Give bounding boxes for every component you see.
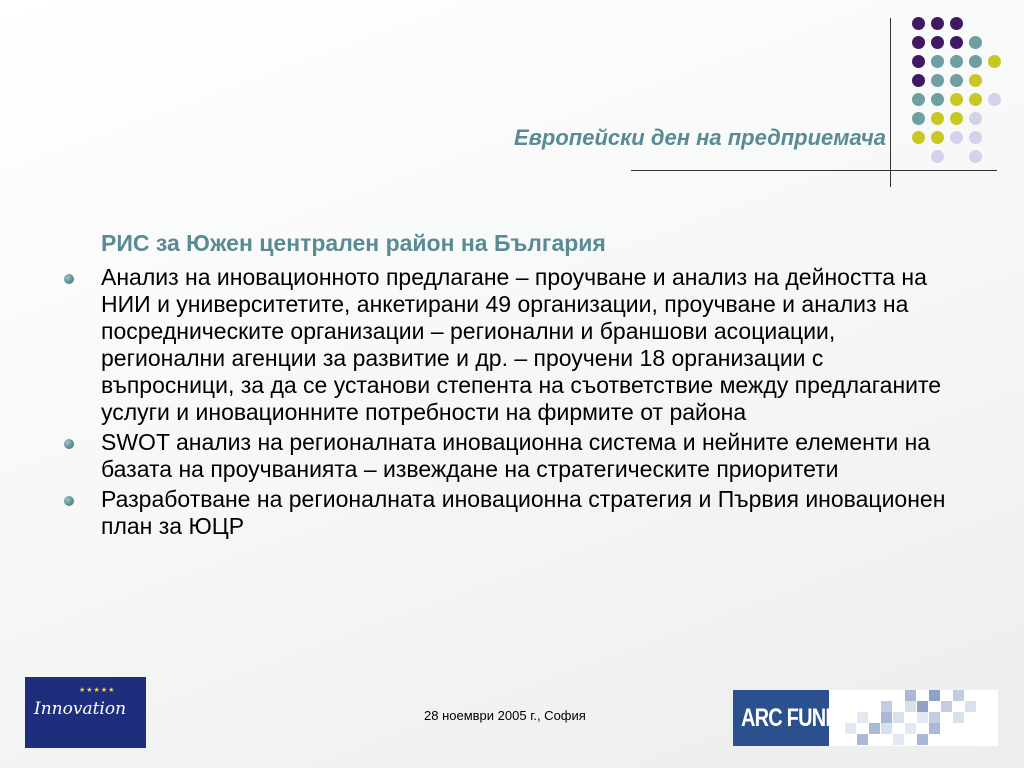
decorative-dot: [988, 93, 1001, 106]
bullet-text: Анализ на иновационното предлагане – проучване и анализ на дейността на НИИ и университетите, анкетирани 49 организации, проучване и анализ на посредническите организации – регионални и браншови асоциации, регионални агенции за развитие и др. – проучени 18 организации с въпросници, за да се установи степента на съответствие между предлаганите услуги и иновационните потребности на фирмите от района: [101, 264, 942, 425]
pattern-square: [941, 701, 952, 712]
decorative-dot: [931, 93, 944, 106]
pattern-square: [893, 734, 904, 745]
pattern-square: [905, 701, 916, 712]
pattern-square: [845, 723, 856, 734]
decorative-dot: [969, 131, 982, 144]
pattern-square: [857, 734, 868, 745]
bullet-item: [101, 486, 961, 540]
decorative-dot-grid: [900, 10, 1000, 170]
decorative-dot: [931, 36, 944, 49]
decorative-dot: [969, 112, 982, 125]
pattern-square: [869, 723, 880, 734]
decorative-dot: [912, 93, 925, 106]
pattern-square: [917, 712, 928, 723]
vertical-divider-line: [890, 18, 891, 187]
decorative-dot: [969, 150, 982, 163]
pattern-square: [929, 712, 940, 723]
decorative-dot: [912, 74, 925, 87]
bullet-item: [101, 264, 961, 426]
decorative-dot: [969, 55, 982, 68]
decorative-dot: [931, 55, 944, 68]
slide-subtitle: РИС за Южен централен район на България: [101, 230, 606, 256]
decorative-dot: [969, 74, 982, 87]
decorative-dot: [912, 55, 925, 68]
pattern-square: [893, 712, 904, 723]
bullet-item: [101, 429, 961, 483]
pattern-square: [917, 734, 928, 745]
pattern-square: [953, 712, 964, 723]
decorative-dot: [950, 17, 963, 30]
pattern-square: [953, 690, 964, 701]
decorative-dot: [931, 112, 944, 125]
decorative-dot: [950, 112, 963, 125]
horizontal-divider-line: [631, 170, 997, 171]
decorative-dot: [950, 93, 963, 106]
bullet-text: SWOT анализ на регионалната иновационна система и нейните елементи на базата на проучванията – извеждане на стратегическите приоритети: [101, 429, 931, 482]
decorative-dot: [969, 93, 982, 106]
decorative-dot: [912, 17, 925, 30]
bullet-list: [101, 264, 961, 543]
decorative-dot: [988, 55, 1001, 68]
pattern-square: [929, 690, 940, 701]
innovation-logo-text: Innovation: [34, 699, 127, 719]
decorative-dot: [950, 74, 963, 87]
pattern-square: [905, 690, 916, 701]
innovation-logo: [25, 677, 146, 748]
decorative-dot: [912, 131, 925, 144]
pattern-square: [929, 723, 940, 734]
pattern-square: [905, 723, 916, 734]
decorative-dot: [912, 112, 925, 125]
pattern-square: [881, 701, 892, 712]
slide-title: Европейски ден на предприемача: [513, 125, 886, 150]
decorative-dot: [969, 36, 982, 49]
pattern-square: [881, 723, 892, 734]
pattern-square: [917, 701, 928, 712]
arc-fund-logo: [733, 690, 998, 746]
decorative-dot: [931, 17, 944, 30]
eu-stars-icon: ★★★★★: [79, 687, 116, 694]
pattern-square: [881, 712, 892, 723]
round-bullet-icon: [64, 496, 74, 506]
pattern-square: [965, 701, 976, 712]
decorative-dot: [912, 36, 925, 49]
bullet-text: Разработване на регионалната иновационна стратегия и Първия иновационен план за ЮЦР: [101, 486, 946, 539]
decorative-dot: [950, 131, 963, 144]
decorative-dot: [931, 131, 944, 144]
decorative-dot: [950, 55, 963, 68]
round-bullet-icon: [64, 274, 74, 284]
arc-fund-logo-text: ARC FUND: [741, 704, 840, 732]
arc-fund-logo-box: [733, 690, 840, 746]
decorative-dot: [950, 36, 963, 49]
decorative-dot: [931, 74, 944, 87]
round-bullet-icon: [64, 439, 74, 449]
decorative-dot: [931, 150, 944, 163]
footer-date: 28 ноември 2005 г., София: [424, 708, 586, 723]
pattern-square: [857, 712, 868, 723]
